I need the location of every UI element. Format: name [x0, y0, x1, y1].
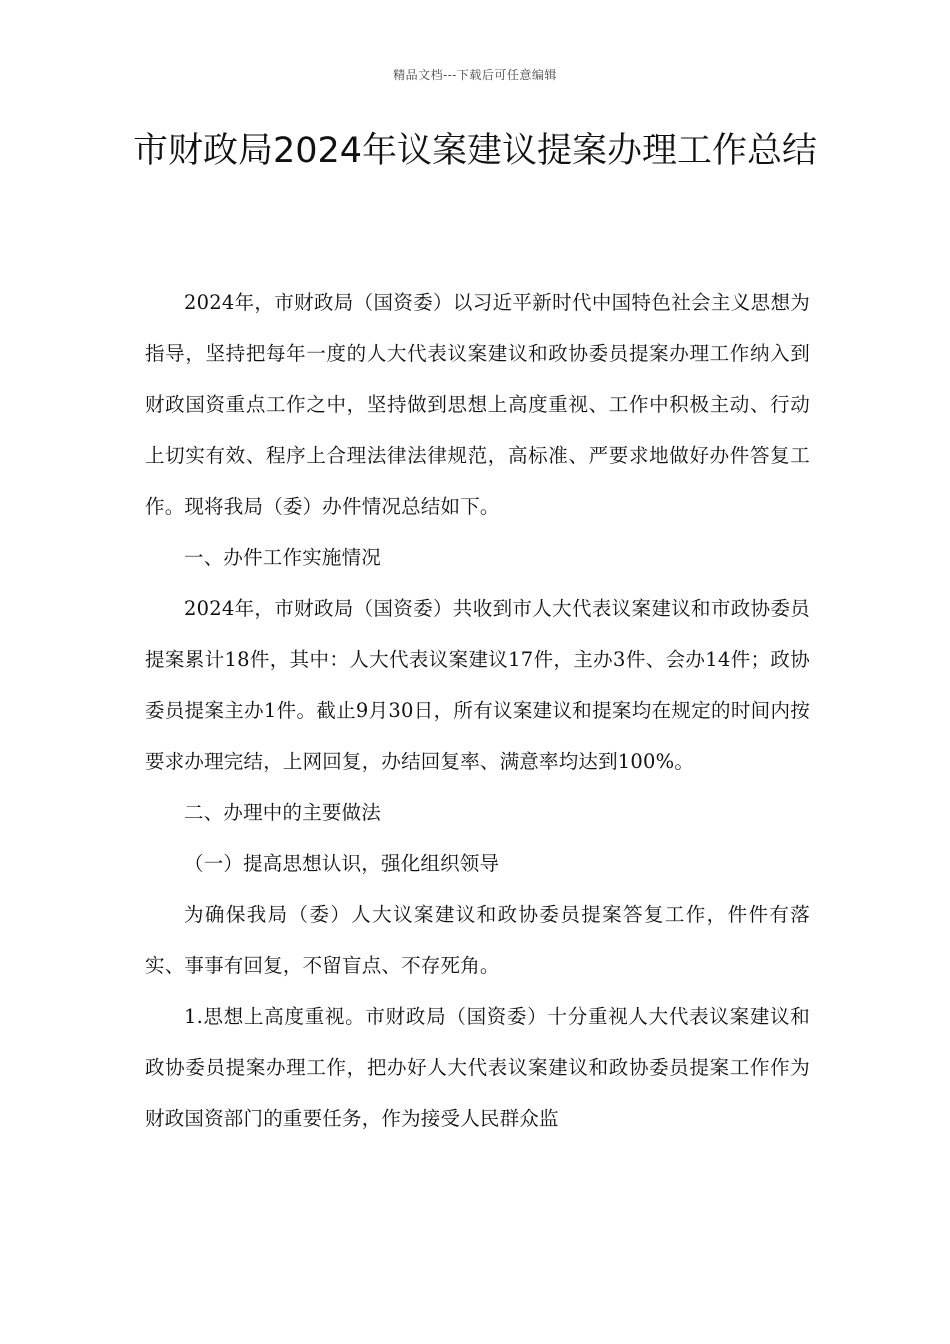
document-body: [145, 277, 810, 1144]
item-1-paragraph: 1.思想上高度重视。市财政局（国资委）十分重视人大代表议案建议和政协委员提案办理工作，把办好人大代表议案建议和政协委员提案工作作为财政国资部门的重要任务，作为接受人民群众监: [145, 1005, 810, 1130]
section-heading-1: 一、办件工作实施情况: [184, 546, 382, 569]
document-title: 市财政局2024年议案建议提案办理工作总结: [132, 131, 818, 171]
section-1-paragraph: 2024年，市财政局（国资委）共收到市人大代表议案建议和市政协委员提案累计18件，其中：人大代表议案建议17件，主办3件、会办14件；政协委员提案主办1件。截止9月30日，所有议案建议和提案均在规定的时间内按要求办理完结，上网回复，办结回复率、满意率均达到100%。: [145, 597, 810, 773]
header-note: 精品文档---下载后可任意编辑: [393, 68, 557, 82]
section-heading-2: 二、办理中的主要做法: [184, 801, 382, 824]
subsection-1-paragraph: 为确保我局（委）人大议案建议和政协委员提案答复工作，件件有落实、事事有回复，不留盲点、不存死角。: [145, 903, 810, 977]
subsection-heading-1: （一）提高思想认识，强化组织领导: [184, 852, 500, 875]
intro-paragraph: 2024年，市财政局（国资委）以习近平新时代中国特色社会主义思想为指导，坚持把每年一度的人大代表议案建议和政协委员提案办理工作纳入到财政国资重点工作之中，坚持做到思想上高度重视、工作中积极主动、行动上切实有效、程序上合理法律法律规范，高标准、严要求地做好办件答复工作。现将我局（委）办件情况总结如下。: [145, 291, 810, 518]
